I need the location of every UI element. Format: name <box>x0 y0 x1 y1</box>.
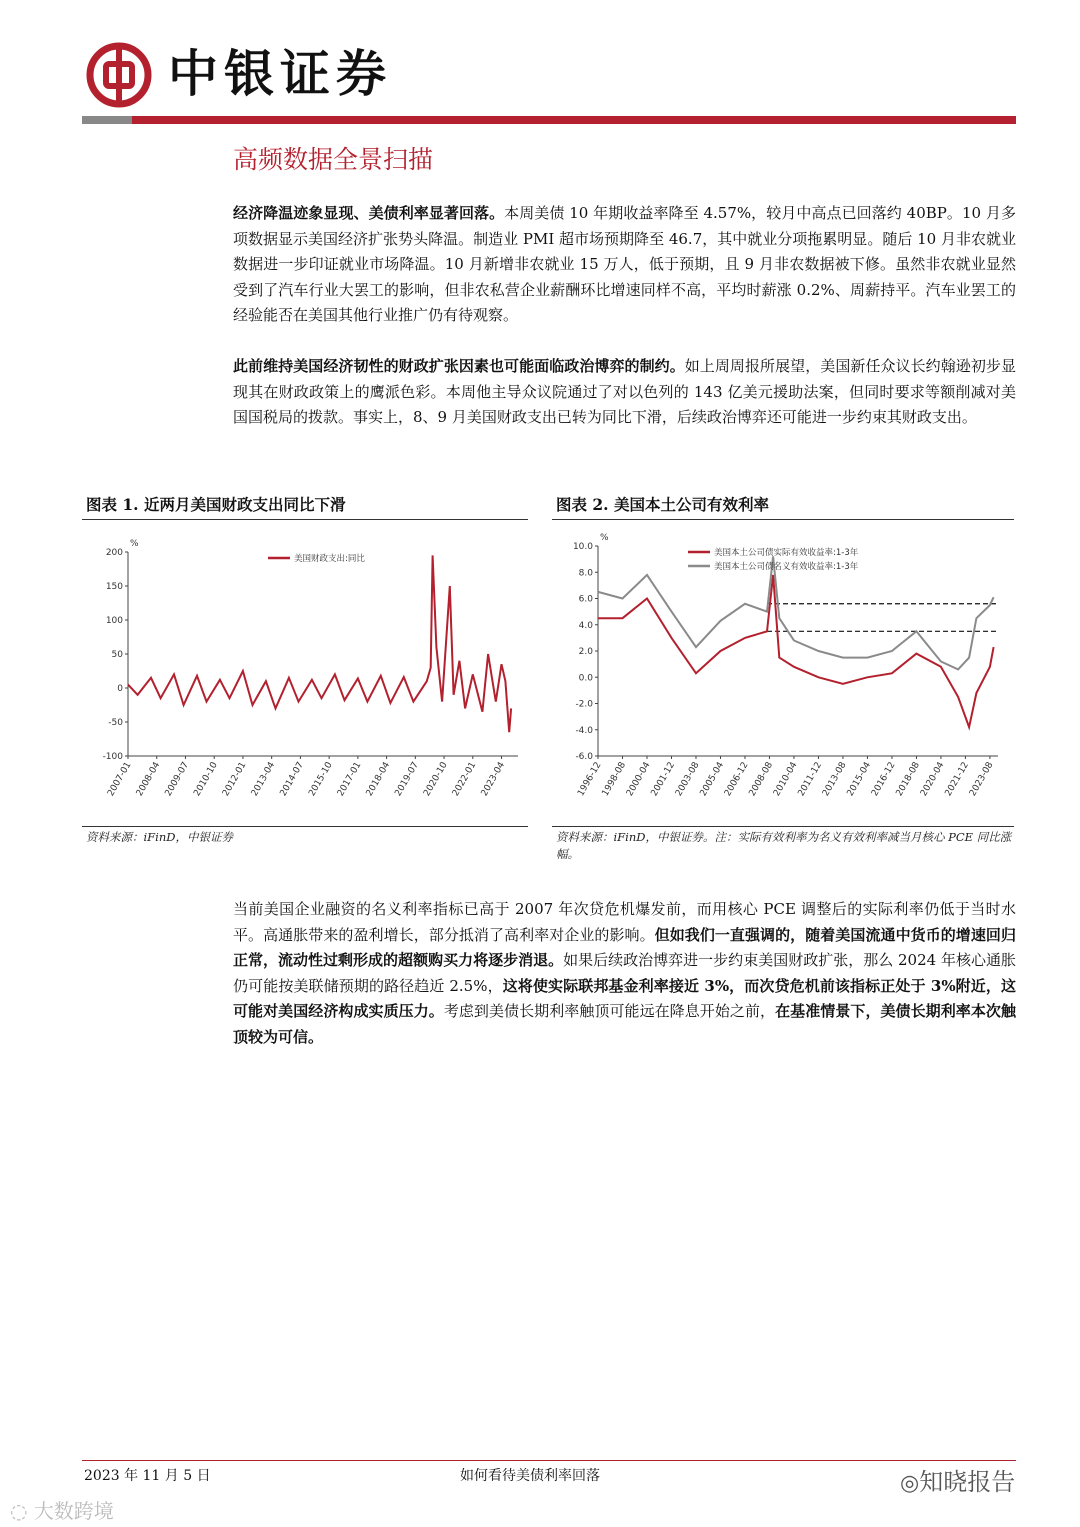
y-tick-label-2: 4.0 <box>578 620 593 631</box>
header-rule <box>82 116 1016 124</box>
header-rule-accent <box>82 116 132 124</box>
y-tick-label-2: 0.0 <box>578 673 593 684</box>
x-tick-label-2: 2015-04 <box>845 760 874 799</box>
figure-2-source: 资料来源：iFinD，中银证券。注：实际有效利率为名义有效利率减当月核心 PCE 同比涨幅。 <box>556 830 1012 861</box>
y-tick-label-1: 150 <box>105 582 123 592</box>
y-tick-label-1: -50 <box>108 718 123 728</box>
x-tick-label-1: 2022-01 <box>450 760 479 799</box>
x-tick-label-1: 2009-07 <box>163 760 192 799</box>
y-tick-label-1: -100 <box>102 752 123 762</box>
y-tick-label-2: 8.0 <box>578 568 593 579</box>
figure-2-bottom-rule <box>552 826 1014 827</box>
watermark-left-text: 大数跨境 <box>33 1499 114 1523</box>
unit-label-2: % <box>600 533 609 543</box>
figure-2-rule <box>552 519 1014 520</box>
y-tick-label-1: 100 <box>105 616 123 626</box>
x-tick-label-1: 2023-04 <box>479 760 508 799</box>
y-tick-label-2: -4.0 <box>575 725 593 736</box>
footer-date: 2023 年 11 月 5 日 <box>84 1468 211 1484</box>
x-tick-label-2: 1998-08 <box>600 760 629 799</box>
watermark-right <box>900 1462 1015 1497</box>
figure-2-title: 图表 2. 美国本土公司有效利率 <box>556 495 769 514</box>
section-title: 高频数据全景扫描 <box>233 145 434 174</box>
x-tick-label-2: 2000-04 <box>625 760 653 799</box>
x-tick-label-2: 2021-12 <box>943 760 972 799</box>
paragraph-1-lead: 经济降温迹象显现、美债利率显著回落。 <box>233 204 505 222</box>
x-tick-label-2: 2006-12 <box>723 760 751 799</box>
x-tick-label-2: 2003-08 <box>674 760 702 799</box>
footer-doc-title: 如何看待美债利率回落 <box>460 1468 600 1484</box>
paragraph-1-body: 本周美债 10 年期收益率降至 4.57%，较月中高点已回落约 40BP。10 月多项数据显示美国经济扩张势头降温。制造业 PMI 超市场预期降至 46.7，其中就业分项拖累明显。随后 10 月非农就业数据进一步印证就业市场降温。10 月新增非农就业 15 万人，低于预期，且 9 月非农数据被下修。虽然非农就业显然受到了汽车行业大罢工的影响，但非农私营企业薪酬环比增速同样不高，平均时薪涨 0.2%、周薪持平。汽车业罢工的经验能否在美国其他行业推广仍有待观察。 <box>233 204 1016 324</box>
x-tick-label-1: 2017-01 <box>335 760 364 799</box>
x-tick-label-2: 2013-08 <box>821 760 849 799</box>
y-tick-label-1: 200 <box>105 548 123 558</box>
chart-fiscal-spending <box>82 526 528 824</box>
x-tick-label-2: 2010-04 <box>772 760 800 799</box>
x-tick-label-1: 2010-10 <box>192 760 220 799</box>
legend-label-1-0: 美国财政支出:同比 <box>294 554 365 564</box>
x-tick-label-1: 2020-10 <box>422 760 450 799</box>
x-tick-label-2: 1996-12 <box>576 760 604 799</box>
x-tick-label-2: 2001-12 <box>649 760 678 799</box>
paragraph-2 <box>233 354 1016 431</box>
figure-1-rule <box>82 519 528 520</box>
paragraph-3-bold-2: 这将使实际联邦基金利率接近 3%，而次贷危机前该指标正处于 3%附近，这可能对美国经济构成实质压力。 <box>233 976 1017 1020</box>
x-tick-label-2: 2005-04 <box>698 760 727 799</box>
x-tick-label-2: 2011-12 <box>796 760 825 799</box>
y-tick-label-2: -2.0 <box>575 699 593 710</box>
paragraph-3-bold-3: 在基准情景下，美债长期利率本次触顶较为可信。 <box>233 1002 1016 1046</box>
paragraph-2-body: 如上周周报所展望，美国新任众议长约翰逊初步显现其在财政政策上的鹰派色彩。本周他主导众议院通过了对以色列的 143 亿美元援助法案，但同时要求等额削减对美国国税局的拨款。事实上，8、9 月美国财政支出已转为同比下滑，后续政治博弈还可能进一步约束其财政支出。 <box>233 357 1016 426</box>
series-line-1-0 <box>128 555 511 732</box>
x-tick-label-1: 2012-01 <box>221 760 249 799</box>
paragraph-3-bold-1: 但如我们一直强调的，随着美国流通中货币的增速回归正常，流动性过剩形成的超额购买力将逐步消退。 <box>233 925 1016 969</box>
x-tick-label-2: 2023-08 <box>968 760 996 799</box>
y-tick-label-2: -6.0 <box>575 752 593 762</box>
watermark-right-text: 知晓报告 <box>919 1468 1016 1496</box>
figure-1-source: 资料来源：iFinD，中银证券 <box>86 830 233 844</box>
x-tick-label-1: 2019-07 <box>393 760 421 799</box>
series-line-2-1 <box>598 557 994 670</box>
y-tick-label-1: 0 <box>117 684 123 694</box>
legend-label-2-0: 美国本土公司债实际有效收益率:1-3年 <box>714 548 859 558</box>
y-tick-label-2: 10.0 <box>572 542 593 552</box>
bank-of-china-logo <box>86 42 152 108</box>
brand-name: 中银证券 <box>168 44 392 103</box>
series-line-2-0 <box>598 575 994 727</box>
x-tick-label-1: 2008-04 <box>134 760 163 799</box>
chart-effective-rate <box>552 526 1014 824</box>
x-tick-label-1: 2015-10 <box>307 760 335 799</box>
legend-label-2-1: 美国本土公司债名义有效收益率:1-3年 <box>714 562 859 572</box>
y-tick-label-2: 2.0 <box>578 647 593 657</box>
y-tick-label-2: 6.0 <box>578 594 593 605</box>
figure-1-title: 图表 1. 近两月美国财政支出同比下滑 <box>86 495 346 514</box>
watermark-left <box>10 1495 114 1524</box>
x-tick-label-2: 2020-04 <box>919 760 947 799</box>
watermark-logo-icon: ◌ <box>10 1499 28 1523</box>
x-tick-label-1: 2007-01 <box>106 760 134 799</box>
paragraph-3-part-3: 考虑到美债长期利率触顶可能远在降息开始之前， <box>443 1002 776 1020</box>
paragraph-3-part-2: 如果后续政治博弈进一步约束美国财政扩张，那么 2024 年核心通胀仍可能按美联储预期的路径趋近 2.5%， <box>233 951 1016 995</box>
footer-rule <box>82 1460 1016 1461</box>
unit-label-1: % <box>130 539 139 549</box>
wechat-icon: ◎ <box>900 1471 920 1496</box>
x-tick-label-1: 2013-04 <box>249 760 278 799</box>
x-tick-label-2: 2008-08 <box>747 760 776 799</box>
x-tick-label-2: 2016-12 <box>870 760 898 799</box>
paragraph-3 <box>233 897 1016 1050</box>
paragraph-3-part-1: 当前美国企业融资的名义利率指标已高于 2007 年次贷危机爆发前，而用核心 PCE 调整后的实际利率仍低于当时水平。高通胀带来的盈利增长，部分抵消了高利率对企业的影响。 <box>233 900 1016 944</box>
figure-1-bottom-rule <box>82 826 528 827</box>
x-tick-label-1: 2018-04 <box>364 760 393 799</box>
paragraph-1 <box>233 201 1016 329</box>
paragraph-2-lead: 此前维持美国经济韧性的财政扩张因素也可能面临政治博弈的制约。 <box>233 357 685 375</box>
y-tick-label-1: 50 <box>111 650 123 660</box>
x-tick-label-1: 2014-07 <box>278 760 306 799</box>
x-tick-label-2: 2018-08 <box>894 760 923 799</box>
